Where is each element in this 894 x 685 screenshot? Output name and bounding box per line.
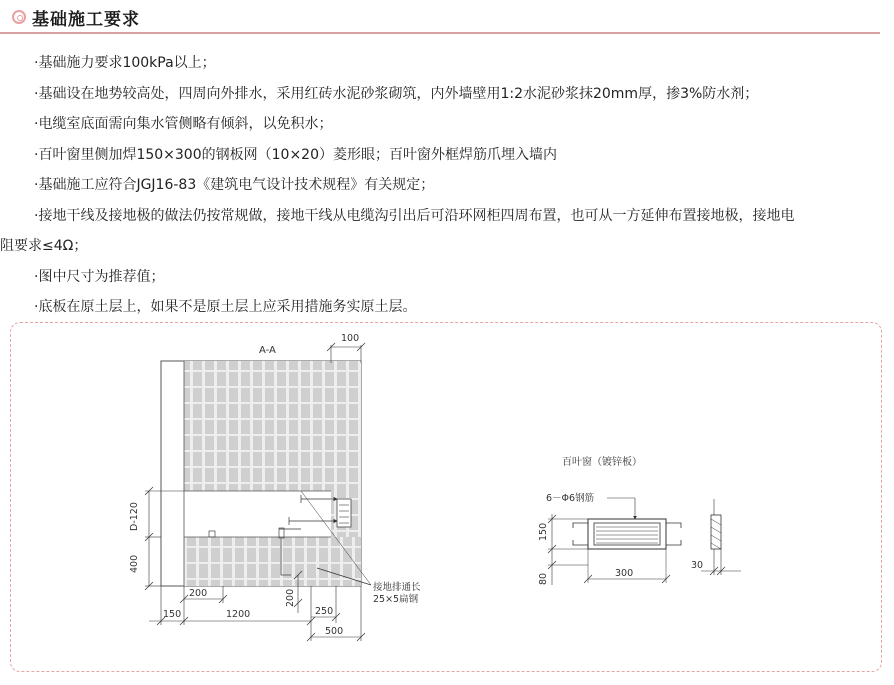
- dim-label: 1200: [226, 609, 251, 620]
- requirement-item: ·百叶窗里侧加焊150×300的钢板网（10×20）菱形眼；百叶窗外框焊筋爪埋入墙内: [34, 146, 557, 163]
- section-title: 基础施工要求: [32, 10, 140, 30]
- dim-label: 250: [315, 606, 334, 617]
- dim-label: D-120: [129, 502, 140, 531]
- section-header: [0, 0, 894, 36]
- requirement-item: ·底板在原土层上，如果不是原土层上应采用措施务实原土层。: [34, 299, 417, 315]
- section-label: A-A: [259, 345, 276, 356]
- dim-label: 400: [129, 554, 140, 573]
- dim-label: 150: [538, 522, 549, 541]
- dim-label: 500: [325, 626, 344, 637]
- dim-label: 150: [163, 609, 182, 620]
- dim-label: 200: [285, 588, 296, 607]
- brick-wall-lower: [184, 537, 361, 586]
- drawing-frame: [10, 322, 882, 672]
- dim-label: 80: [538, 572, 549, 585]
- dim-label: 300: [615, 568, 634, 579]
- requirements-list: [0, 48, 884, 323]
- dim-label: 100: [341, 333, 360, 344]
- requirement-item-continuation: 阻要求≤4Ω；: [0, 238, 88, 254]
- louver-title: 百叶窗（镀锌板）: [562, 457, 642, 468]
- requirement-item: ·基础施工应符合JGJ16-83《建筑电气设计技术规程》有关规定；: [34, 177, 435, 193]
- louver-rebar-label: 6－Φ6钢筋: [546, 493, 595, 504]
- cable-opening: [184, 491, 331, 537]
- bullet-circle-icon: [12, 10, 26, 24]
- brick-wall-upper: [184, 361, 361, 491]
- technical-drawing: [11, 323, 881, 671]
- dim-label: 200: [189, 588, 208, 599]
- ground-note-line2: 25×5扁钢: [373, 594, 419, 605]
- requirement-item: ·基础施力要求100kPa以上；: [34, 55, 216, 71]
- header-divider: [0, 32, 880, 34]
- ground-note-line1: 接地排通长: [373, 582, 421, 593]
- dim-label: 30: [691, 560, 704, 571]
- requirement-item: ·基础设在地势较高处，四周向外排水，采用红砖水泥砂浆砌筑，内外墙壁用1:2水泥砂浆抹20mm厚，掺3%防水剂；: [34, 85, 759, 102]
- requirement-item: ·接地干线及接地极的做法仍按常规做，接地干线从电缆沟引出后可沿环网柜四周布置，也可从一方延伸布置接地极，接地电: [34, 207, 795, 224]
- requirement-item: ·电缆室底面需向集水管侧略有倾斜，以免积水；: [34, 116, 333, 132]
- requirement-item: ·图中尺寸为推荐值；: [34, 268, 165, 285]
